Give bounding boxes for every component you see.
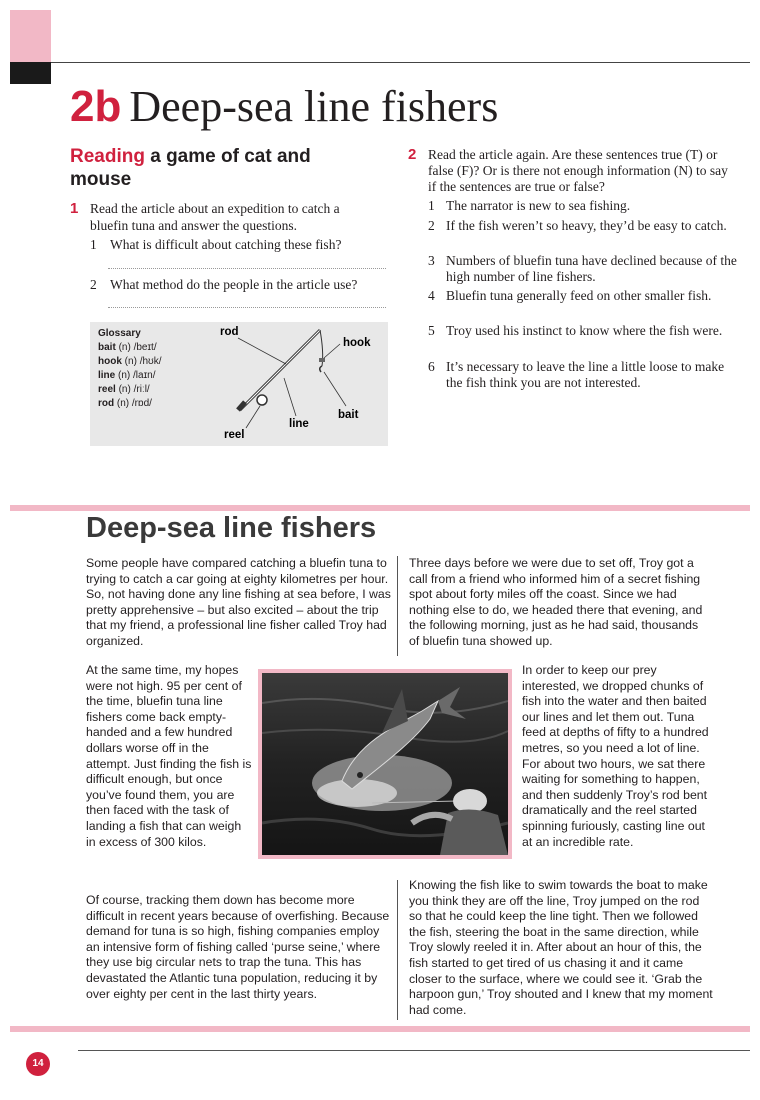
glossary-pos: (n) [118,384,131,395]
glossary-ipa: /riːl/ [133,384,150,395]
question-text: What method do the people in the article use? [110,277,358,292]
statement-number: 3 [428,253,435,268]
exercise-2-number: 2 [408,146,417,163]
reel-icon [257,395,267,405]
statement-number: 2 [428,218,435,233]
exercise-2-instruction: Read the article again. Are these sentences true (T) or false (F)? Or is there not enough information (N) to say if the sentences are true or false? [428,147,728,194]
question-text: What is difficult about catching these fish? [110,237,342,252]
reading-accent: Reading [70,146,145,167]
article-paragraph-2: At the same time, my hopes were not high. 95 per cent of the time, bluefin tuna line fishers come back empty-handed and a few hundred dollars worse off in the attempt. Just finding the fish is difficult enough, but once you’ve found them, you are then faced with the task of landing a fish that can weigh in excess of 300 kilos. [86,663,252,849]
exercise-1 [70,200,370,233]
statement-number: 1 [428,198,435,213]
label-bait: bait [338,409,359,421]
glossary-item [98,398,152,409]
label-rod: rod [220,326,239,338]
exercise-2 [408,146,728,194]
article-paragraph-5: In order to keep our prey interested, we dropped chunks of fish into the water and then baited our lines and let them out. Tuna feed at depths of fifty to a hundred metres, so you need a lot of line. For about two hours, we sat there waiting for something to happen, and then suddenly Troy’s rod bent dramatically and the reel started spinning furiously, casting line out at an incredible rate. [522,663,709,849]
glossary-item [98,384,150,395]
exercise-1-number: 1 [70,200,79,217]
page-number: 14 [26,1052,50,1076]
article-paragraph-3: Of course, tracking them down has become more difficult in recent years because of overfishing. Because demand for tuna is so high, fishing companies employ an intensive form of fishing called ‘purse seine,’ where they use big circular nets to trap the tuna. This has devastated the Atlantic tuna population, reducing it by over eighty per cent in the last thirty years. [86,893,390,1001]
statement-number: 5 [428,323,435,338]
rod-drawing [238,330,325,410]
glossary-ipa: /beɪt/ [133,342,157,353]
article-top-bar [10,505,750,511]
answer-line-1[interactable] [108,268,386,269]
glossary-word: bait [98,342,116,353]
article-bottom-bar [10,1026,750,1032]
hook-icon [320,366,322,372]
article-title: Deep-sea line fishers [86,512,377,544]
exercise-1-instruction: Read the article about an expedition to catch a bluefin tuna and answer the questions. [90,201,340,233]
diagram-leader-lines [238,338,346,428]
statement-text: It’s necessary to leave the line a little loose to make the fish think you are not interested. [446,359,725,390]
statement-text: Numbers of bluefin tuna have declined because of the high number of line fishers. [446,253,737,284]
glossary-pos: (n) [124,356,137,367]
glossary-ipa: /rɒd/ [131,398,152,409]
statement-text: If the fish weren’t so heavy, they’d be easy to catch. [446,218,727,233]
glossary-ipa: /laɪn/ [133,370,156,381]
tuna-fishing-photo [262,673,508,855]
statement-number: 4 [428,288,435,303]
footer-rule [78,1050,750,1051]
question-number: 1 [90,237,97,252]
article-paragraph-1: Some people have compared catching a bluefin tuna to trying to catch a car going at eighty kilometres per hour. So, not having done any line fishing at sea before, I was pretty apprehensive – but also excited – about the trip that my friend, a professional line fisher called Troy had organized. [86,556,391,648]
statement-text: Bluefin tuna generally feed on other smaller fish. [446,288,712,303]
label-hook: hook [343,337,371,349]
unit-title [70,80,498,134]
column-divider-top [397,556,398,656]
glossary-pos: (n) [118,342,131,353]
header-rule [51,62,750,63]
article-photo [258,669,512,859]
reading-subtitle: a game of cat and mouse [70,146,311,190]
statement-text: The narrator is new to sea fishing. [446,198,631,213]
glossary-title: Glossary [98,328,141,339]
glossary-pos: (n) [116,398,130,409]
glossary-ipa: /hʊk/ [139,356,162,367]
question-number: 2 [90,277,97,292]
answer-line-2[interactable] [108,307,386,308]
label-reel: reel [224,429,245,441]
glossary-word: line [98,370,116,381]
glossary-item [98,342,157,353]
unit-title-text: Deep-sea line fishers [129,82,499,131]
corner-black-block [10,62,51,84]
glossary-pos: (n) [118,370,131,381]
article-paragraph-4: Three days before we were due to set off, Troy got a call from a friend who informed him of a secret fishing spot about forty miles off the coast. Since we had nothing else to do, we headed there that evening, and the following morning, just as he had said, thousands of bluefin tuna showed up. [409,556,703,648]
label-line: line [289,418,309,430]
fisher-cap-icon [453,789,487,813]
glossary-word: hook [98,356,122,367]
corner-pink-block [10,10,51,62]
reading-heading [70,145,370,191]
glossary-item [98,370,156,381]
column-divider-bottom [397,880,398,1020]
glossary-word: reel [98,384,116,395]
statement-number: 6 [428,359,435,374]
fishing-rod-diagram [200,322,388,446]
glossary-item [98,356,162,367]
statement-text: Troy used his instinct to know where the fish were. [446,323,723,338]
glossary-word: rod [98,398,115,409]
unit-number: 2b [70,82,122,131]
article-paragraph-6: Knowing the fish like to swim towards the boat to make you think they are off the line, Troy jumped on the rod so that he could keep the line tight. Then we followed the fish, steering the boat in the same direction, while Troy slowly reeled it in. After about an hour of this, the fish started to get tired of us chasing it and it came closer to the surface, where we could see it. ‘Grab the harpoon gun,’ Troy shouted and I knew that my moment had come. [409,878,713,1017]
